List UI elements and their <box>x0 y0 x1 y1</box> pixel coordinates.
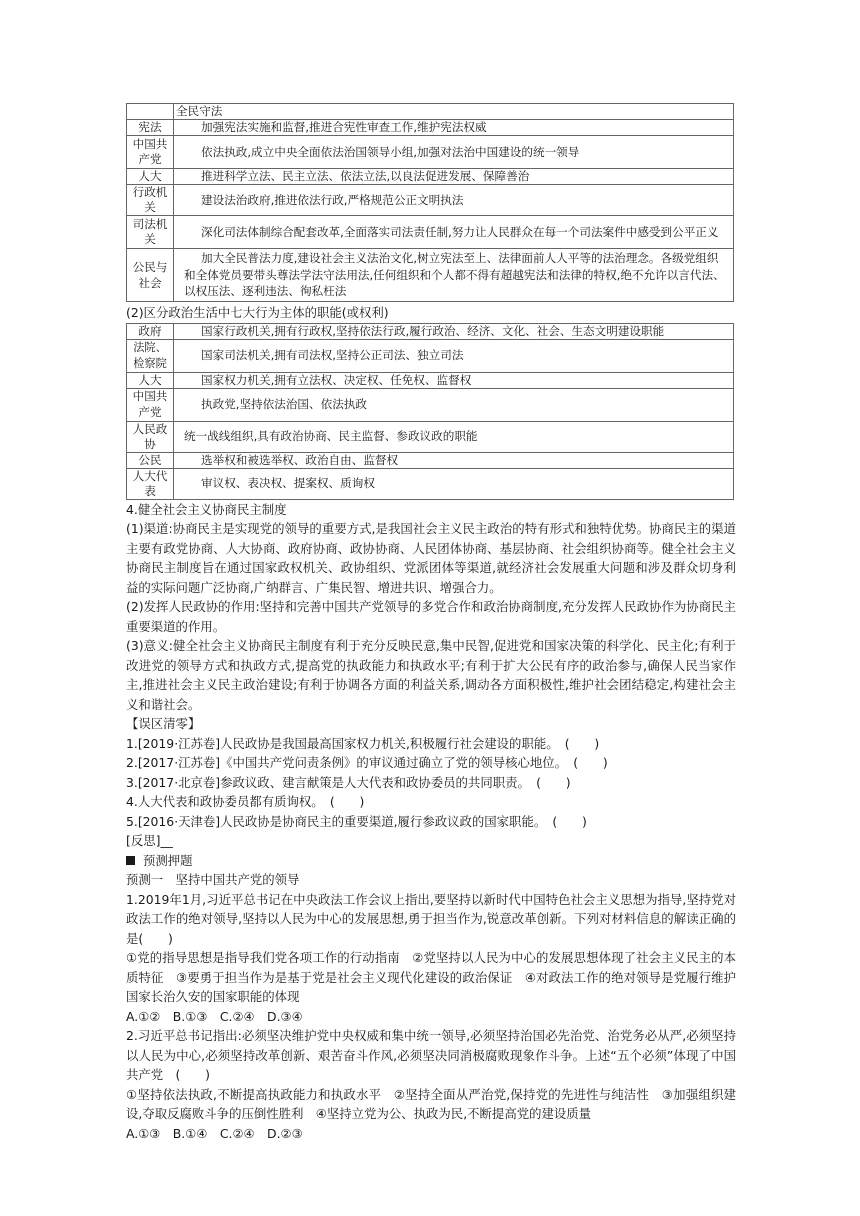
prediction-title: 预测押题 <box>143 852 193 868</box>
row-key: 人大代表 <box>127 468 174 499</box>
prediction-heading <box>126 851 736 871</box>
table-row <box>127 185 734 216</box>
table-political-subjects <box>126 323 734 500</box>
question-1-options: ①党的指导思想是指导我们党各项工作的行动指南 ②党坚持以人民为中心的发展思想体现了社会主义民主的本质特征 ③要勇于担当作为是基于党是社会主义现代化建设的政治保证 ④对政法工作的绝对领导是党履行维护国家长治久安的国家职能的体现 <box>126 950 736 1004</box>
row-key <box>127 249 174 302</box>
table-row <box>127 249 734 302</box>
table-row <box>127 468 734 499</box>
row-key-text: 中国共产党 <box>132 136 168 166</box>
table-row <box>127 323 734 339</box>
row-value: 深化司法体制综合配套改革,全面落实司法责任制,努力让人民群众在每一个司法案件中感受到公平正义 <box>174 216 734 249</box>
question-2: 2.习近平总书记指出:必须坚决维护党中央权威和集中统一领导,必须坚持治国必先治党、治党务必从严,必须坚持以人民为中心,必须坚持改革创新、艰苦奋斗作风,必须坚决同消极腐败现象作斗争。上述“五个必须”体现了中国共产党 ( ) <box>126 1028 736 1082</box>
row-value: 加强宪法实施和监督,推进合宪性审查工作,维护宪法权威 <box>174 120 734 136</box>
row-key <box>127 339 174 372</box>
row-key <box>127 388 174 421</box>
row-key-text: 中国共产党 <box>132 389 168 419</box>
row-key: 人大 <box>127 372 174 388</box>
row-key: 行政机关 <box>127 185 174 216</box>
row-value: 执政党,坚持依法治国、依法执政 <box>174 388 734 421</box>
row-key <box>127 136 174 169</box>
row-value: 选举权和被选举权、政治自由、监督权 <box>174 452 734 468</box>
row-key: 宪法 <box>127 120 174 136</box>
row-value: 统一战线组织,具有政治协商、民主监督、参政议政的职能 <box>174 421 734 452</box>
section-4-para-1: (1)渠道:协商民主是实现党的领导的重要方式,是我国社会主义民主政治的特有形式和独特优势。协商民主的渠道主要有政党协商、人大协商、政府协商、政协协商、人民团体协商、基层协商、社会组织协商等。健全社会主义协商民主制度旨在通过国家政权机关、政协组织、党派团体等渠道,就经济社会发展重大问题和涉及群众切身利益的实际问题广泛协商,广纳群言、广集民智、增进共识、增强合力。 <box>126 521 736 595</box>
table-row <box>127 136 734 169</box>
question-1-answers: A.①② B.①③ C.②④ D.③④ <box>126 1008 303 1024</box>
table-rule-of-law <box>126 103 734 302</box>
row-key: 政府 <box>127 323 174 339</box>
misconception-item-3: 3.[2017·北京卷]参政议政、建言献策是人大代表和政协委员的共同职责。 ( ) <box>126 774 571 790</box>
row-key: 人民政协 <box>127 421 174 452</box>
question-2-options: ①坚持依法执政,不断提高执政能力和执政水平 ②坚持全面从严治党,保持党的先进性与纯洁性 ③加强组织建设,夺取反腐败斗争的压倒性胜利 ④坚持立党为公、执政为民,不断提高党的建设质量 <box>126 1086 736 1121</box>
table-header-cell: 全民守法 <box>174 104 734 120</box>
row-key: 公民 <box>127 452 174 468</box>
row-key-text: 法院、检察院 <box>133 341 167 370</box>
section-4-para-3: (3)意义:健全社会主义协商民主制度有利于充分反映民意,集中民智,促进党和国家决策的科学化、民主化;有利于改进党的领导方式和执政方式,提高党的执政能力和执政水平;有利于扩大公民有序的政治参与,确保人民当家作主,推进社会主义民主政治建设;有利于协调各方面的利益关系,调动各方面积极性,维护社会团结稳定,构建社会主义和谐社会。 <box>126 638 736 712</box>
table-row <box>127 216 734 249</box>
misconception-item-5: 5.[2016·天津卷]人民政协是协商民主的重要渠道,履行参政议政的国家职能。 ( ) <box>126 813 587 829</box>
row-value: 依法执政,成立中央全面依法治国领导小组,加强对法治中国建设的统一领导 <box>174 136 734 169</box>
table-row <box>127 372 734 388</box>
page <box>126 103 736 1143</box>
row-value: 审议权、表决权、提案权、质询权 <box>174 468 734 499</box>
section-4-title: 4.健全社会主义协商民主制度 <box>126 501 287 517</box>
table-row <box>127 339 734 372</box>
square-bullet-icon <box>126 856 135 865</box>
table-row <box>127 388 734 421</box>
misconception-item-2: 2.[2017·江苏卷]《中国共产党问责条例》的审议通过确立了党的领导核心地位。 ( ) <box>126 755 608 770</box>
misconception-item-1: 1.[2019·江苏卷]人民政协是我国最高国家权力机关,积极履行社会建设的职能。 ( ) <box>126 735 600 751</box>
question-2-answers: A.①③ B.①④ C.②④ D.②③ <box>126 1125 303 1141</box>
misconception-item-4: 4.人大代表和政协委员都有质询权。 ( ) <box>126 794 365 809</box>
question-1: 1.2019年1月,习近平总书记在中央政法工作会议上指出,要坚持以新时代中国特色社会主义思想为指导,坚持党对政法工作的绝对领导,坚持以人民为中心的发展思想,勇于担当作为,锐意改革创新。下列对材料信息的解读正确的是( ) <box>126 891 736 946</box>
section-title: (2)区分政治生活中七大行为主体的职能(或权利) <box>126 305 389 320</box>
row-key: 司法机关 <box>127 216 174 249</box>
section-4-para-2: (2)发挥人民政协的作用:坚持和完善中国共产党领导的多党合作和政治协商制度,充分发挥人民政协作为协商民主重要渠道的作用。 <box>126 599 736 634</box>
misconception-title: 【误区清零】 <box>126 716 201 731</box>
row-value: 国家司法机关,拥有司法权,坚持公正司法、独立司法 <box>174 339 734 372</box>
table-header-row <box>127 104 734 120</box>
row-value: 建设法治政府,推进依法行政,严格规范公正文明执法 <box>174 185 734 216</box>
table-row <box>127 120 734 136</box>
row-value: 国家行政机关,拥有行政权,坚持依法行政,履行政治、经济、文化、社会、生态文明建设职能 <box>174 323 734 339</box>
table-row <box>127 452 734 468</box>
prediction-subtitle: 预测一 坚持中国共产党的领导 <box>126 872 300 887</box>
row-key-text: 公民与社会 <box>132 260 168 290</box>
row-value: 国家权力机关,拥有立法权、决定权、任免权、监督权 <box>174 372 734 388</box>
table-header-empty <box>127 104 174 120</box>
row-key: 人大 <box>127 169 174 185</box>
table-row <box>127 421 734 452</box>
row-value: 推进科学立法、民主立法、依法立法,以良法促进发展、保障善治 <box>174 169 734 185</box>
row-value: 加大全民普法力度,建设社会主义法治文化,树立宪法至上、法律面前人人平等的法治理念。各级党组织和全体党员要带头尊法学法守法用法,任何组织和个人都不得有超越宪法和法律的特权,绝不允许以言代法、以权压法、逐利违法、徇私枉法 <box>174 249 734 302</box>
reflection-line: [反思]__ <box>126 833 173 848</box>
table-row <box>127 169 734 185</box>
